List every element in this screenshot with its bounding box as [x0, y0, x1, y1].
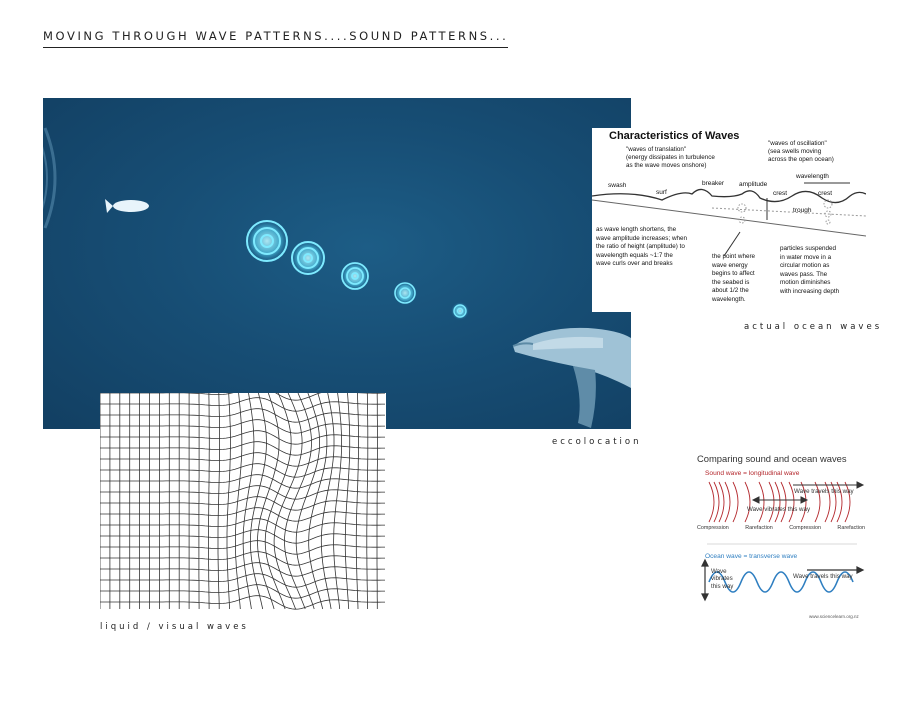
note-line: about 1/2 the	[712, 287, 749, 295]
ripple-3	[340, 261, 370, 291]
label-surf: surf	[656, 189, 667, 196]
label-crest-2: crest	[818, 190, 833, 197]
vibrates-line: Wave	[711, 568, 727, 575]
ripple-1	[245, 219, 289, 263]
sonar-arcs-left	[43, 128, 55, 228]
grid-line-horizontal	[100, 519, 385, 533]
grid-line-horizontal	[100, 420, 385, 434]
label-crest-1: crest	[773, 190, 788, 197]
note-seabed	[712, 253, 755, 305]
note-line: with increasing depth	[780, 287, 840, 295]
grid-line-horizontal	[100, 453, 385, 467]
sound-compression-labels	[697, 525, 865, 531]
compare-wave-graphics	[697, 452, 865, 624]
grid-line-vertical	[218, 393, 220, 609]
sound-vibrates-label: Wave vibrates this way	[747, 506, 811, 513]
page-title: MOVING THROUGH WAVE PATTERNS....SOUND PATTERNS...	[43, 29, 508, 48]
grid-line-horizontal	[100, 393, 385, 400]
note-line: wavelength.	[712, 295, 746, 303]
caption-echolocation: eccolocation	[552, 437, 642, 447]
oscillation-line: (sea swells moving	[768, 148, 822, 155]
echolocation-illustration	[43, 98, 631, 429]
oscillation-line: across the open ocean)	[768, 156, 834, 163]
note-line: wave amplitude increases; when	[596, 234, 688, 242]
grid-line-vertical	[345, 393, 349, 609]
grid-line-horizontal	[100, 464, 385, 478]
vibrates-line: vibrates	[711, 575, 733, 583]
label-trough: trough	[793, 207, 812, 214]
grid-line-horizontal	[100, 497, 385, 511]
note-line: circular motion as	[780, 262, 830, 270]
ocean-wave-label: Ocean wave = transverse wave	[705, 553, 798, 560]
grid-line-horizontal	[100, 563, 385, 577]
note-line: in water move in a	[780, 253, 832, 261]
note-particles	[780, 245, 839, 297]
caption-ocean-waves: actual ocean waves	[744, 322, 883, 332]
compare-title: Comparing sound and ocean waves	[697, 453, 847, 464]
note-line: as wave length shortens, the	[596, 226, 677, 233]
note-line: the seabed is	[712, 278, 750, 286]
compression-label: Compression	[789, 525, 821, 531]
label-swash: swash	[608, 182, 627, 189]
grid-line-horizontal	[100, 398, 385, 412]
grid-line-horizontal	[100, 530, 385, 544]
grid-line-horizontal	[100, 596, 385, 610]
note-line: motion diminishes	[780, 279, 831, 287]
dolphin-shape	[513, 328, 631, 428]
note-line: wave curls over and breaks	[596, 260, 673, 268]
label-amplitude: amplitude	[739, 181, 768, 188]
grid-line-horizontal	[100, 431, 385, 445]
grid-line-horizontal	[100, 442, 385, 456]
label-breaker: breaker	[702, 180, 725, 187]
compression-label: Compression	[697, 525, 729, 531]
echolocation-photo	[43, 98, 631, 429]
grid-line-horizontal	[100, 486, 385, 500]
distorted-grid	[100, 393, 386, 611]
grid-line-horizontal	[100, 475, 385, 489]
rarefaction-label: Rarefaction	[745, 525, 773, 531]
grid-line-horizontal	[100, 552, 385, 566]
caption-liquid-waves: liquid / visual waves	[100, 622, 249, 632]
grid-line-horizontal	[100, 508, 385, 522]
note-line: the point where	[712, 253, 756, 260]
grid-line-vertical	[285, 393, 312, 609]
note-line: wavelength equals ~1:7 the	[596, 251, 673, 259]
note-line: waves pass. The	[780, 270, 828, 278]
grid-line-vertical	[243, 393, 254, 609]
ocean-travels-label: Wave travels this way	[793, 573, 853, 580]
translation-line: "waves of translation"	[626, 146, 687, 153]
compare-waves-diagram	[697, 452, 865, 624]
grid-line-vertical	[367, 393, 368, 609]
note-line: wave energy	[712, 261, 748, 269]
liquid-wave-grid	[100, 393, 386, 611]
grid-line-horizontal	[100, 574, 385, 588]
sound-wave-label: Sound wave = longitudinal wave	[705, 470, 800, 477]
rarefaction-label: Rarefaction	[837, 525, 865, 531]
translation-line: (energy dissipates in turbulence	[626, 154, 715, 161]
translation-line: as the wave moves onshore)	[626, 162, 707, 169]
ocean-vibrates-label	[711, 568, 733, 590]
grid-line-vertical	[227, 393, 230, 609]
note-wavelength	[596, 226, 687, 269]
note-line: particles suspended	[780, 245, 837, 252]
fish-shape	[105, 199, 149, 213]
ripple-5	[451, 302, 469, 320]
note-line: begins to affect	[712, 270, 755, 278]
ripple-2	[290, 240, 326, 276]
label-wavelength: wavelength	[796, 173, 829, 180]
grid-line-vertical	[209, 393, 210, 609]
grid-line-vertical	[258, 393, 280, 609]
sound-travels-label: Wave travels this way	[794, 488, 854, 495]
ocean-diagram-title: Characteristics of Waves	[609, 130, 740, 142]
ripple-4	[393, 281, 417, 305]
grid-line-horizontal	[100, 585, 385, 599]
echo-ripples	[245, 219, 469, 320]
vibrates-line: this way	[711, 582, 734, 590]
ocean-waves-diagram	[592, 128, 866, 312]
credit-text: www.sciencelearn.org.nz	[809, 614, 859, 619]
grid-line-horizontal	[100, 409, 385, 423]
note-line: the ratio of height (amplitude) to	[596, 243, 685, 251]
grid-line-horizontal	[100, 541, 385, 555]
grid-line-vertical	[274, 393, 302, 609]
oscillation-line: "waves of oscillation"	[768, 140, 827, 147]
